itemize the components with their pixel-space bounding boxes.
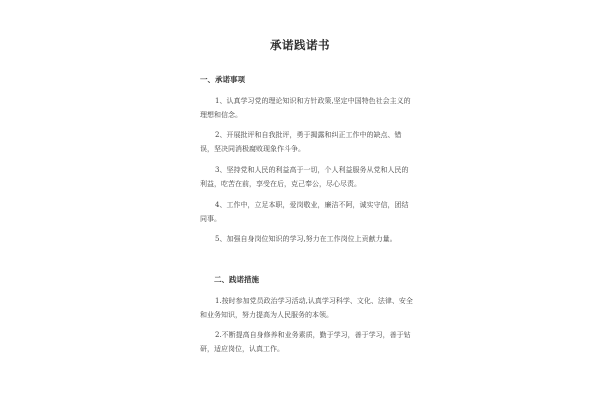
- measure-item-1: 1.按时参加党员政治学习活动,认真学习科学、文化、法律、安全和业务知识，努力提高为人民服务的本领。: [200, 297, 413, 319]
- section-heading-commitments: 一、承诺事项: [200, 75, 245, 84]
- commitment-item-2: 2、开展批评和自我批评，勇于揭露和纠正工作中的缺点、错误，坚决同消极腐败现象作斗争。: [200, 131, 402, 153]
- commitment-item-5: 5、加强自身岗位知识的学习,努力在工作岗位上贡献力量。: [215, 235, 397, 243]
- commitment-item-3: 3、坚持党和人民的利益高于一切，个人利益服务从党和人民的利益，吃苦在前，享受在后，克己奉公，尽心尽责。: [200, 166, 409, 188]
- commitment-item-1: 1、认真学习党的理论知识和方针政策,坚定中国特色社会主义的理想和信念。: [200, 97, 411, 119]
- section-heading-measures: 二、践诺措施: [214, 275, 259, 284]
- measure-item-2: 2.不断提高自身修养和业务素质，勤于学习，善于学习，善于钻研，适应岗位，认真工作。: [200, 331, 411, 353]
- document-title: 承诺践诺书: [270, 38, 330, 52]
- commitment-item-4: 4、工作中，立足本职，爱岗敬业，廉洁不阿，诚实守信，团结同事。: [200, 201, 409, 223]
